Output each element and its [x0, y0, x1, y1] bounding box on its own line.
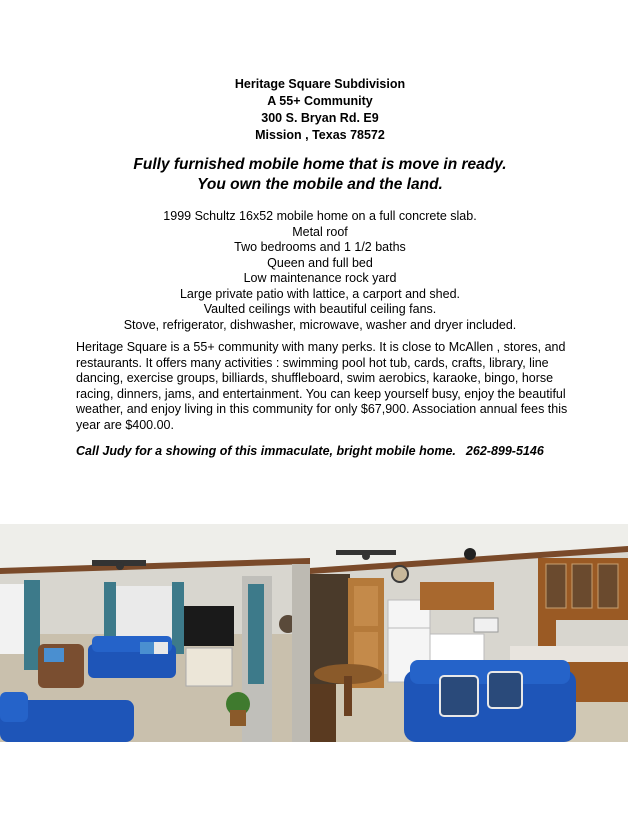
cta-text: Call Judy for a showing of this immaculate, bright mobile home.: [76, 444, 456, 458]
feature-item: Large private patio with lattice, a carport and shed.: [179, 286, 461, 301]
street-address: 300 S. Bryan Rd. E9: [261, 111, 379, 125]
feature-item: Vaulted ceilings with beautiful ceiling fans.: [203, 302, 437, 316]
subdivision-name: Heritage Square Subdivision: [234, 77, 406, 91]
headline-line-2: You own the mobile and the land.: [197, 176, 443, 193]
community-type: A 55+ Community: [267, 94, 373, 108]
city-state-zip: Mission , Texas 78572: [255, 128, 385, 142]
feature-item: Queen and full bed: [267, 255, 373, 270]
photo-strip: [0, 524, 628, 742]
feature-item: Two bedrooms and 1 1/2 baths: [234, 240, 406, 254]
living-room-photo: [0, 524, 310, 742]
feature-item: Metal roof: [292, 224, 348, 239]
listing-header: [0, 76, 640, 144]
feature-item: 1999 Schultz 16x52 mobile home on a full concrete slab.: [163, 209, 477, 223]
kitchen-photo: [310, 524, 628, 742]
call-to-action: [76, 444, 596, 458]
feature-item: Low maintenance rock yard: [243, 271, 397, 285]
community-description: Heritage Square is a 55+ community with many perks. It is close to McAllen , stores, and restaurants. It offers many activities : swimming pool hot tub, cards, crafts, library, line dancing, exercise groups, billiards, shuffleboard, swim aerobics, karaoke, bingo, horse racing, dinners, jams, and entertainment. You can keep yourself busy, enjoy the beautiful weather, and enjoy living in this community for only $67,900. Association annual fees this year are $400.00.: [76, 340, 568, 432]
headline: [0, 155, 640, 195]
feature-item: Stove, refrigerator, dishwasher, microwave, washer and dryer included.: [123, 317, 517, 332]
headline-line-1: Fully furnished mobile home that is move in ready.: [133, 156, 507, 173]
feature-list: [0, 209, 640, 333]
phone-number: 262-899-5146: [465, 444, 544, 458]
